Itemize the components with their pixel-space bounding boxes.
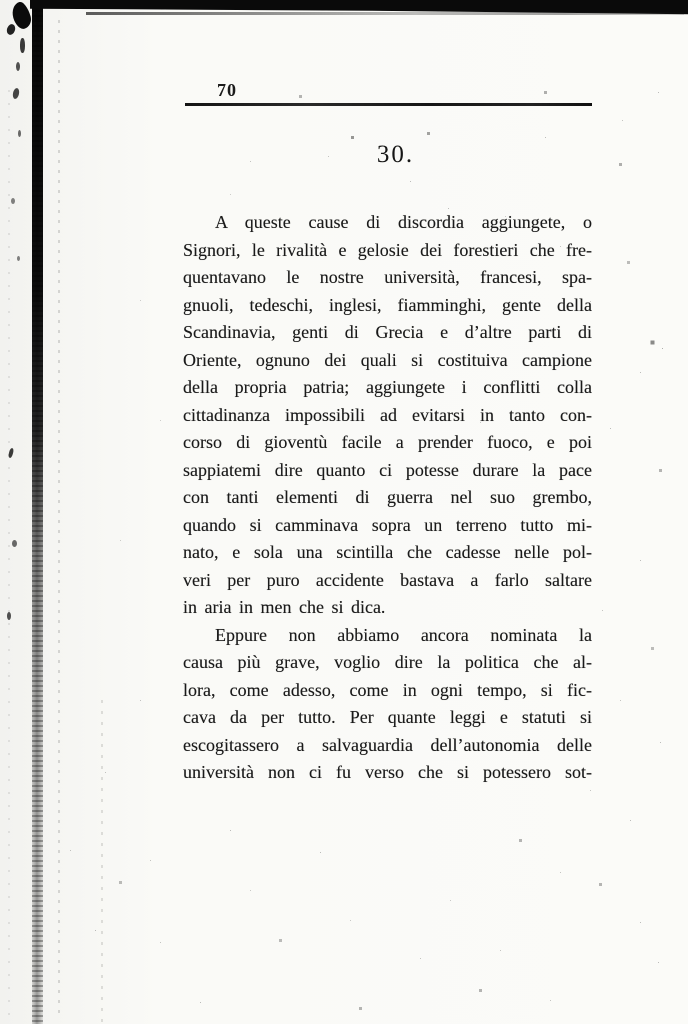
scan-noise-column	[8, 90, 10, 1020]
text-line: Eppure non abbiamo ancora nominata la	[215, 624, 592, 645]
ink-blotch	[12, 540, 17, 547]
text-line: corso di gioventù facile a prender fuoco, e poi	[183, 432, 592, 452]
text-line: sappiatemi dire quanto ci potesse durare la pace	[183, 459, 592, 480]
scan-noise-column	[101, 700, 103, 1024]
text-line: gnuoli, tedeschi, inglesi, fiamminghi, gente della	[183, 294, 592, 315]
text-line: della propria patria; aggiungete i conflitti colla	[183, 377, 592, 397]
text-line: università non ci fu verso che si potessero sot-	[183, 762, 592, 782]
binding-shadow-strip	[32, 0, 43, 1024]
scan-noise-column	[58, 20, 60, 1020]
ink-blotch	[18, 130, 21, 137]
text-line: cava da per tutto. Per quante leggi e statuti si	[183, 707, 592, 727]
scan-edge-top-shadow-line	[86, 12, 684, 15]
header-rule	[185, 103, 592, 106]
scan-noise-specks	[0, 0, 1, 1]
ink-blotch	[17, 256, 20, 261]
text-line: A queste cause di discordia aggiungete, o	[215, 212, 592, 232]
ink-blotch	[16, 62, 20, 71]
ink-blotch	[7, 612, 11, 620]
text-line: in aria in men che si dica.	[183, 597, 386, 617]
ink-blotch	[11, 198, 15, 204]
section-number: 30.	[376, 141, 415, 168]
text-line: cittadinanza impossibili ad evitarsi in tanto con-	[183, 404, 592, 425]
text-line: causa più grave, voglio dire la politica che al-	[183, 652, 592, 672]
ink-blotch	[20, 38, 25, 53]
page-number: 70	[217, 80, 237, 100]
text-line: Oriente, ognuno dei quali si costituiva campione	[183, 349, 592, 370]
text-line: nato, e sola una scintilla che cadesse nelle pol-	[183, 542, 592, 562]
text-line: Signori, le rivalità e gelosie dei forestieri che fre-	[183, 239, 592, 260]
text-line: lora, come adesso, come in ogni tempo, si fic-	[183, 679, 592, 700]
text-line: Scandinavia, genti di Grecia e d’altre parti di	[183, 322, 592, 342]
text-line: con tanti elementi di guerra nel suo grembo,	[183, 487, 592, 507]
text-line: veri per puro accidente bastava a farlo saltare	[183, 569, 592, 590]
text-line: quando si camminava sopra un terreno tutto mi-	[183, 514, 592, 535]
text-line: quentavano le nostre università, francesi, spa-	[183, 267, 592, 287]
text-line: escogitassero a salvaguardia dell’autonomia delle	[183, 734, 592, 755]
body-text	[183, 209, 592, 787]
ink-blotch	[12, 87, 20, 99]
ink-blotch	[5, 23, 16, 36]
